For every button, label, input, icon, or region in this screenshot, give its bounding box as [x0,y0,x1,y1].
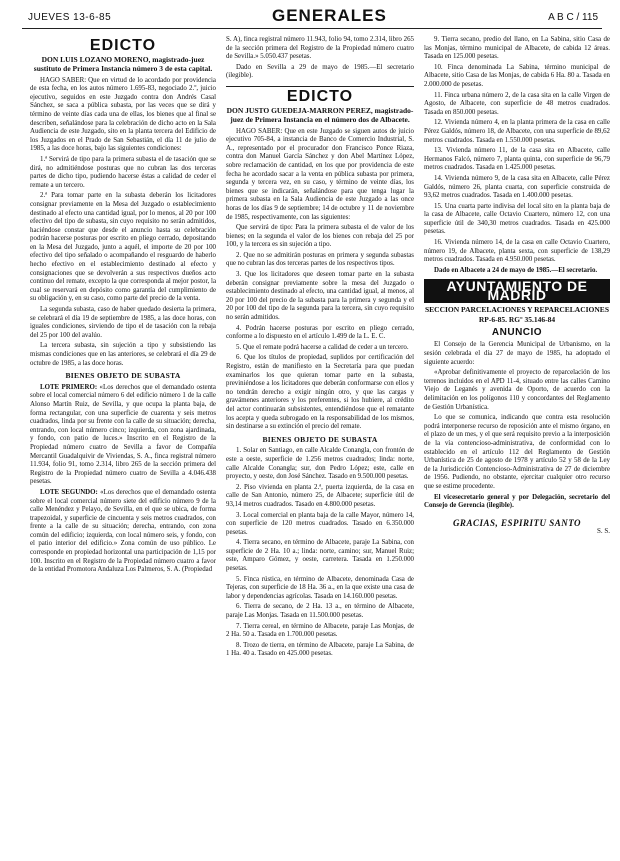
bien-item: 5. Finca rústica, en término de Albacete, denominada Casa de Tejeras, con superficie de 18 Ha. 36 a., en la que existe una casa de labor y dependencias agrícolas. Tasada en 14.160.000 pesetas. [226,575,414,600]
bien-item: 1. Solar en Santiago, en calle Alcalde Conangla, con frontón de este a oeste, superficie de 1.256 metros cuadrados; linda: norte, calle Alcalde Conangla; sur, don Pedro López; este, calle en proyecto, y oeste, don José Sánchez. Tasado en 9.500.000 pesetas. [226,447,414,481]
edicto-2-paragraph: 5. Que el remate podrá hacerse a calidad de ceder a un tercero. [236,343,409,351]
bien-item: 9. Tierra secano, predio del llano, en La Sabina, sitio Casa de las Monjas, término municipal de Albacete, de cabida 12 áreas. Tasada en 125.000 pesetas. [424,36,610,61]
header-date: JUEVES 13-6-85 [28,12,112,23]
ayuntamiento-ref: RP-6-85. RGº 35.146-84 [478,315,556,325]
date-line-2: Dado en Albacete a 24 de mayo de 1985.—El secretario. [434,266,598,274]
ayuntamiento-section: SECCION PARCELACIONES Y REPARCELACIONES [425,304,609,314]
header-page: A B C / 115 [548,12,598,23]
column-1 [30,36,216,851]
edicto-2-paragraph: HAGO SABER: Que en este Juzgado se siguen autos de juicio ejecutivo 705-84, a instancia de Banco de Comercio Industrial, S. A., representado por el procurador don Francisco Ponce Riaza, contra don Manuel García Sánchez y don Abel Martínez López, sobre reclamación de cantidad, en los que por providencia de este fecha he acordado sacar a la venta en pública subasta por primera, segunda y tercera vez, en su caso, y término de veinte días, los bienes que se indicarán, señalándose para que tenga lugar la primera subasta en la Sala Audiencia de este Juzgado a las once horas de los días 9 de septiembre; 14 de octubre y 11 de noviembre de 1985, respectivamente, con las siguientes: [226,127,414,221]
bienes-heading-2: BIENES OBJETO DE SUBASTA [262,434,378,444]
page-header [22,6,602,29]
edicto-2-paragraph: 3. Que los licitadores que deseen tomar parte en la subasta deberán consignar previamente sobre la mesa del Juzgado o establecimiento destinado al efecto, una cantidad igual, al menos, al 20 por 100 del precio de la subasta para la primera y segunda y el 20 por 100 del tipo de la segunda para la tercera, sin cuyo requisito no serán admitidos. [226,271,414,322]
bien-item: 16. Vivienda número 14, de la casa en calle Octavio Cuartero, número 19, de Albacete, planta sexta, con superficie de 138,29 metros cuadrados. Tasada en 4.950.000 pesetas. [424,239,610,264]
lote-2-label: LOTE SEGUNDO: [40,488,98,496]
bienes-heading-1: BIENES OBJETO DE SUBASTA [65,371,181,381]
edicto-2-paragraph: 4. Podrán hacerse posturas por escrito en pliego cerrado, conforme a lo dispuesto en el artículo 1.499 de la L. E. C. [226,324,414,341]
anuncio-title: ANUNCIO [491,326,543,338]
bien-item: 8. Trozo de tierra, en término de Albacete, paraje La Sabina, de 1 Ha. 40 a. Tasado en 425.000 pesetas. [226,641,414,658]
bien-item: 3. Local comercial en planta baja de la calle Mayor, número 14, con superficie de 120 metros cuadrados. Tasado en 6.350.000 pesetas. [226,511,414,536]
divider [226,86,414,87]
edicto-1-paragraph: HAGO SABER: Que en virtud de lo acordado por providencia de esta fecha, en los autos número 1.695-83, negociado 2.º, juicio ejecutivo, seguidos en este Juzgado contra don Andrés Casal Sánchez, se saca a pública subasta, por las veces que se dirá y término de veinte días cada una de ellas, los bienes que al final se describen, señalándose para la celebración de dicho acto en la Sala Audiencia de este Juzgado, sito en la planta tercera del Edificio de los Juzgados en el Prado de San Sebastián, el día 11 de julio de 1985, a las doce horas, bajo las siguientes condiciones: [30,76,216,153]
date-line-1: Dado en Sevilla a 29 de mayo de 1985.—El secretario (ilegible). [226,63,414,80]
edicto-1-paragraph: La tercera subasta, sin sujeción a tipo y subsistiendo las mismas condiciones que en las anteriores, se celebrará el día 29 de octubre de 1985, a las doce horas. [30,342,216,367]
bien-item: 4. Tierra secano, en término de Albacete, paraje La Sabina, con superficie de 2 Ha. 10 a.; linda: norte, camino; sur, Manuel Ruiz; este, Amparo Gómez, y oeste, carretera. Tasada en 1.250.000 pesetas. [226,539,414,573]
edicto-2-title: EDICTO [286,87,354,105]
column-2 [226,36,414,851]
lote-2-text: «Los derechos que el demandado ostenta sobre el local comercial número siete del edificio número 9 de la calle Menéndez y Pelayo, de Sevilla, en el que se ubica, de forma trapezoidal, y superficie de cincuenta y seis metros cuadrados, con frente a la calle de su situación; derecha, entrando, con zona común del edificio; izquierda, con local número seis, y fondo, con el patio interior del edificio.» Zona común de uso público. Le corresponde en propiedad horizontal una participación de 1,15 por 100. Inscrito en el Registro de la Propiedad número cuatro a favor de la entidad Promotora Andaluza Los Palmeros, S. A. (Propiedad [30,488,216,574]
bien-item: 6. Tierra de secano, de 2 Ha. 13 a., en término de Albacete, paraje Las Monjas. Tasada en 11.500.000 pesetas. [226,603,414,620]
edicto-1-title: EDICTO [89,37,157,54]
anuncio-paragraph: Lo que se comunica, indicando que contra esta resolución podrá interponerse recurso de reposición ante el mismo órgano, en el plazo de un mes, y el que será requisito previo a la interposición de la vía contencioso-administrativa, de conformidad con lo establecido en el artículo 112 del Reglamento de Gestión Urbanística de 25 de agosto de 1978 y artículo 52 y 58 de la Ley de la Jurisdicción Contencioso-Administrativa de 27 de diciembre de 1956. Pudiendo, no obstante, ejercitar cualquier otro recurso que se estime procedente. [424,414,610,490]
bien-item: 7. Tierra cereal, en término de Albacete, paraje Las Monjas, de 2 Ha. 50 a. Tasada en 1.700.000 pesetas. [226,622,414,639]
gracias-notice: GRACIAS, ESPIRITU SANTO [452,517,582,528]
bien-item: 10. Finca denominada La Sabina, término municipal de Albacete, sitio Casa de las Monjas, de cabida 6 Ha. 80 a. Tasada en 2.000.000 de pesetas. [424,63,610,88]
edicto-2-paragraph: 2. Que no se admitirán posturas en primera y segunda subastas que no cubran las dos terceras partes de los respectivos tipos. [226,251,414,268]
bien-item: 2. Piso vivienda en planta 2.ª, puerta izquierda, de la casa en calle de San Antonio, número 25, de Albacete; superficie útil de 93,14 metros cuadrados. Tasado en 4.800.000 pesetas. [226,483,414,508]
lote-1 [30,384,216,487]
bien-item: 12. Vivienda número 4, en la planta primera de la casa en calle Pérez Galdós, número 18, de Albacete, con una superficie de 89,62 metros cuadrados. Tasada en 1.550.000 pesetas. [424,119,610,144]
header-section: GENERALES [272,6,387,25]
edicto-2-paragraph: 6. Que los títulos de propiedad, suplidos por certificación del Registro, están de manifiesto en la Secretaría para que puedan examinarlos los que quieran tomar parte en la subasta, previniéndose a los licitadores que deberán conformarse con ellos y no tendrán derecho a exigir ningún otro, y que las cargas y gravámenes anteriores y los preferentes, si los hubiere, al crédito del actor continuarán subsistentes, entendiéndose que el rematante los acepta y queda subrogado en la responsabilidad de los mismos, sin destinarse a su extinción el precio del remate. [226,354,414,431]
lote-1-text: «Los derechos que el demandado ostenta sobre el local comercial número 6 del edificio número 1 de la calle Alonso Martín Ruiz, de Sevilla, y que ocupa la planta baja, de forma rectangular, con una superficie de cuarenta y seis metros cuadrados, linda por su frente con la calle de su situación; derecha, entrando, con local número cinco; izquierda, con zona ajardinada, y fondo, con patio de luces.» Inscrito en el Registro de la Propiedad número cuatro de Sevilla a favor de Compañía Mercantil Guadalquivir de Viviendas, S. A., finca registral número 11.934, folio 91, tomo 2.314, libro 265 de la sección primera del Registro de la Propiedad número cuatro de Sevilla a 4.046.438 pesetas. [30,383,216,486]
edicto-1-paragraph: 2.ª Para tomar parte en la subasta deberán los licitadores consignar previamente en la Mesa del Juzgado o establecimiento destinado al efecto una cantidad igual, por lo menos, al 20 por 100 efectivo del tipo de subasta, sin cuyo requisito no serán admitidos, haciéndose constar que desde el anuncio hasta su celebración podrán hacerse posturas por escrito en pliego cerrado, depositando en la Mesa del Juzgado, junto a aquél, el importe de 20 por 100 efectivo del tipo señalado o acompañando el resguardo de haberlo hecho efectivo en el establecimiento destinado al efecto y consignaciones que se devolverán a sus respectivos dueños acto continuo del remate, excepto la que corresponda al mejor postor, la cual se reservará en depósito como garantía del cumplimiento de su obligación y, en su caso, como parte del precio de la venta. [30,192,216,303]
edicto-2-paragraph: Que servirá de tipo: Para la primera subasta el de valor de los bienes; en la segunda el valor de los bienes con rebaja del 25 por 100, y la tercera es sin sujeción a tipo. [226,224,414,249]
bien-item: 13. Vivienda número 11, de la casa sita en Albacete, calle Hermanos Falcó, número 7, planta quinta, con superficie de 96,79 metros cuadrados. Tasada en 1.425.000 pesetas. [424,147,610,172]
anuncio-paragraph: El Consejo de la Gerencia Municipal de Urbanismo, en la sesión celebrada el día 27 de mayo de 1985, ha adoptado el siguiente acuerdo: [424,341,610,366]
edicto-1-paragraph: La segunda subasta, caso de haber quedado desierta la primera, se celebrará el día 19 de septiembre de 1985, a las doce horas, con iguales condiciones, sirviendo de tipo el de tasación con la rebaja del 25 por 100 del avalúo. [30,306,216,339]
gracias-initials: S. S. [596,527,610,536]
lote-1-label: LOTE PRIMERO: [40,383,98,391]
bien-item: 15. Una cuarta parte indivisa del local sito en la planta baja de la casa de Albacete, calle Octavio Cuartero, número 12, con una superficie útil de 340,30 metros cuadrados. Tasada en 425.000 pesetas. [424,202,610,236]
edicto-1-subtitle: DON LUIS LOZANO MORENO, magistrado-juez sustituto de Primera Instancia número 3 de esta capital. [33,54,213,73]
continuation-text: S. A), finca registral número 11.943, folio 94, tomo 2.314, libro 265 de la sección primera del Registro de la Propiedad número cuatro de Sevilla.» 5.050.437 pesetas. [226,36,414,61]
anuncio-signature: El vicesecretario general y por Delegación, secretario del Consejo de Gerencia (ilegible). [424,493,610,510]
edicto-1-paragraph: 1.ª Servirá de tipo para la primera subasta el de tasación que se dirá, no admitiéndose posturas que no cubran las dos terceras partes de dicho tipo, pudiendo hacerse éstas a calidad de ceder el remate a un tercero. [30,155,216,189]
column-3 [424,36,610,851]
lote-2 [30,489,216,575]
ayuntamiento-title: AYUNTAMIENTO DE MADRID [424,279,610,302]
anuncio-paragraph: «Aprobar definitivamente el proyecto de reparcelación de los terrenos incluidos en el APD 11-4, situado entre las calles Camino Viejo de Leganés y avenida de Oporto, de acuerdo con la delimitación en los polígonos 110 y concordantes del Reglamento de Gestión Urbanística. [424,369,610,411]
bien-item: 14. Vivienda número 9, de la casa sita en Albacete, calle Pérez Galdós, número 26, planta cuarta, con superficie construida de 93,62 metros cuadrados. Tasada en 1.400.000 pesetas. [424,174,610,200]
bien-item: 11. Finca urbana número 2, de la casa sita en la calle Virgen de Agosto, de Albacete, con superficie de 48 metros cuadrados. Tasada en 850.000 pesetas. [424,91,610,116]
edicto-2-subtitle: DON JUSTO GUEDEJA-MARRON PEREZ, magistrado-juez de Primera Instancia en el número dos de Albacete. [226,105,414,124]
